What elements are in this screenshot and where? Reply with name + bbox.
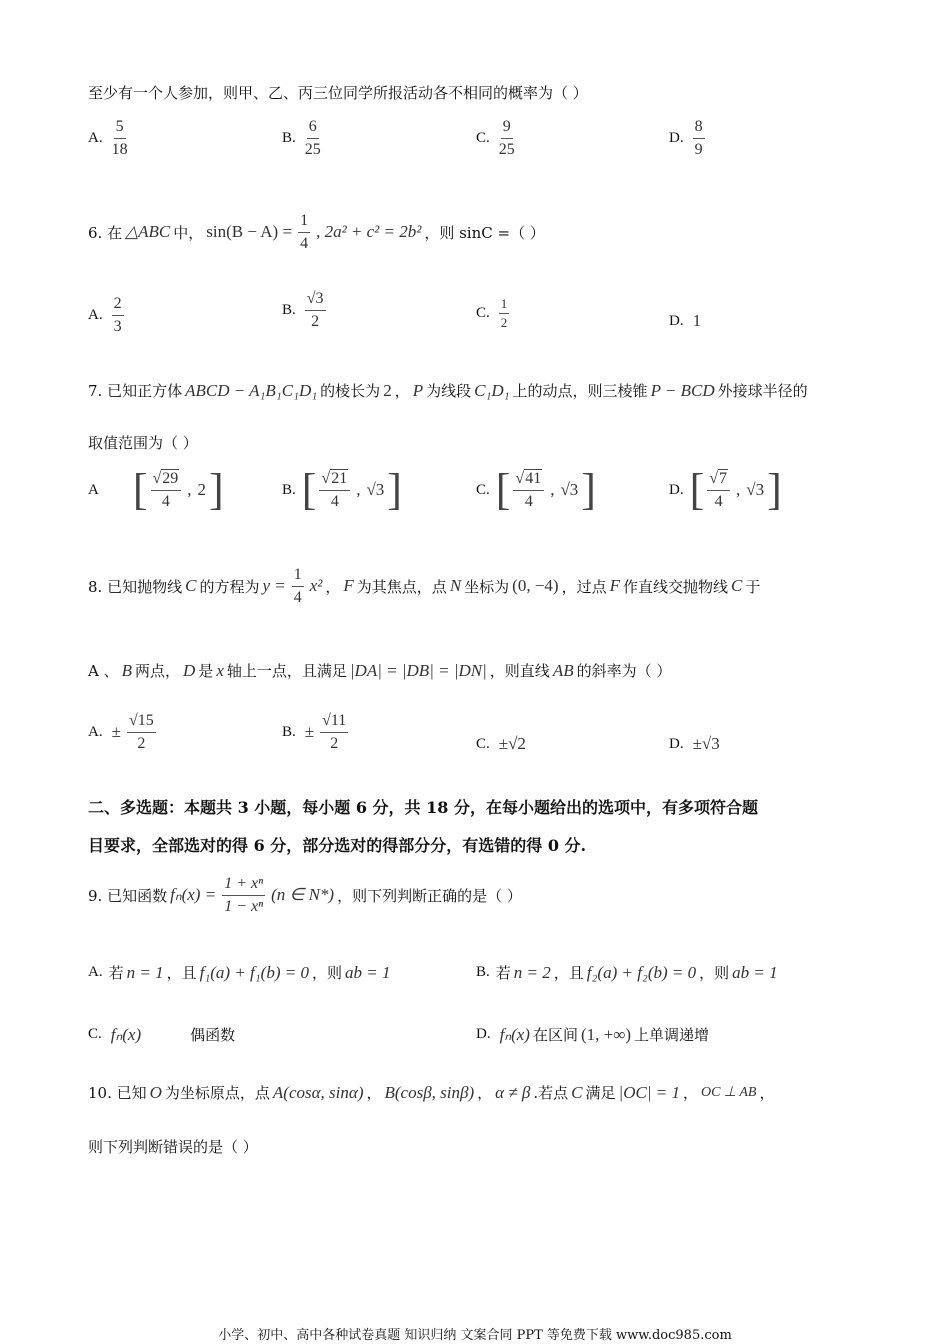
option-label: B. bbox=[282, 723, 296, 740]
text: 上的动点，则三棱锥 bbox=[512, 382, 648, 400]
q8-option-a bbox=[88, 712, 159, 752]
math: C bbox=[731, 576, 743, 596]
option-label: B. bbox=[282, 301, 296, 318]
text: 上单调递增 bbox=[634, 1026, 710, 1044]
denominator: 3 bbox=[113, 317, 122, 335]
option-label: C. bbox=[476, 735, 490, 752]
q10-stem-line2 bbox=[88, 1136, 258, 1157]
numerator: 5 bbox=[114, 118, 126, 139]
q6-option-a bbox=[88, 295, 127, 335]
fraction bbox=[499, 297, 510, 331]
q6-number: 6. 在 bbox=[88, 223, 123, 242]
denominator: 9 bbox=[694, 140, 703, 158]
denominator: 4 bbox=[161, 492, 170, 510]
text: 取值范围为（ ） bbox=[88, 434, 198, 452]
math: C bbox=[185, 576, 197, 596]
fraction: $\frac{√21}{4}$ bbox=[319, 470, 350, 510]
math: (0, −4) bbox=[512, 576, 559, 596]
radicand: 7 bbox=[719, 469, 728, 487]
fraction: $\frac{√7}{4}$ bbox=[707, 470, 730, 510]
text: 外接球半径的 bbox=[717, 382, 808, 400]
q7-option-c: C. [ $\frac{√41}{4}$ , √3 ] bbox=[476, 465, 596, 514]
denominator: 4 bbox=[293, 588, 302, 606]
text: .若点 bbox=[533, 1084, 569, 1102]
numerator: 9 bbox=[501, 118, 513, 139]
q10-stem bbox=[88, 1082, 775, 1103]
option-label: D. bbox=[669, 312, 684, 329]
q6-option-c bbox=[476, 297, 512, 331]
q6-option-d bbox=[669, 311, 704, 331]
q9-number: 9. 已知函数 bbox=[88, 886, 168, 905]
right-bracket: ] bbox=[581, 465, 596, 514]
math: A(cosα, sinα) bbox=[272, 1082, 364, 1102]
text: ，过点 bbox=[561, 577, 607, 596]
q8-option-b bbox=[282, 712, 351, 752]
text: ， bbox=[394, 382, 410, 400]
denominator: 2 bbox=[311, 312, 320, 330]
numerator: 1 bbox=[298, 212, 310, 233]
q5-option-d bbox=[669, 118, 708, 158]
q6-option-b bbox=[282, 290, 329, 330]
fraction: $\frac{√41}{4}$ bbox=[513, 470, 544, 510]
math: n = 1 bbox=[126, 962, 164, 982]
q9-option-d bbox=[476, 1024, 709, 1045]
math: fₙ(x) = bbox=[170, 885, 217, 905]
fraction bbox=[112, 118, 128, 158]
text: 中， bbox=[173, 223, 204, 242]
math: F bbox=[343, 576, 354, 596]
text: 是 bbox=[198, 662, 214, 680]
text: ， bbox=[366, 1084, 382, 1102]
fraction: $\frac{√29}{4}$ bbox=[151, 470, 182, 510]
q9-option-c bbox=[88, 1024, 235, 1045]
q7-stem bbox=[88, 380, 808, 401]
numerator: 6 bbox=[307, 118, 319, 139]
math: △ABC bbox=[125, 222, 171, 242]
option-label: A. bbox=[88, 723, 103, 740]
math: N bbox=[449, 576, 462, 596]
q5-stem-text: 至少有一个人参加，则甲、乙、丙三位同学所报活动各不相同的概率为（ ） bbox=[88, 84, 588, 102]
radicand: 41 bbox=[525, 469, 542, 487]
q7-option-a: A [ $\frac{√29}{4}$ , 2 ] bbox=[88, 465, 224, 514]
text: ，且 bbox=[166, 964, 197, 982]
math: B bbox=[121, 660, 132, 680]
fraction bbox=[298, 212, 310, 252]
math: sin(B − A) = bbox=[206, 222, 293, 242]
q9-stem bbox=[88, 875, 522, 915]
radicand: 29 bbox=[162, 469, 179, 487]
numerator: √3 bbox=[305, 290, 326, 311]
math: |DA| = |DB| = |DN| bbox=[349, 660, 487, 680]
text: 若 bbox=[108, 964, 124, 982]
option-label: C. bbox=[476, 305, 490, 322]
left-bracket: [ bbox=[689, 465, 705, 514]
text: 坐标为 bbox=[464, 577, 510, 596]
q7-number: 7. 已知正方体 bbox=[88, 382, 183, 400]
numerator: √15 bbox=[127, 712, 156, 733]
math: |OC| = 1 bbox=[618, 1082, 680, 1102]
section-heading-2 bbox=[88, 833, 586, 856]
math: ± bbox=[304, 722, 315, 742]
option-label: A bbox=[88, 481, 99, 498]
text: ，则直线 bbox=[489, 662, 550, 680]
upper-bound: √3 bbox=[560, 480, 579, 499]
fraction bbox=[499, 118, 515, 158]
math: F bbox=[609, 576, 620, 596]
denominator: 25 bbox=[304, 140, 321, 158]
q5-option-a bbox=[88, 118, 131, 158]
math: x bbox=[216, 660, 224, 680]
math: ABCD − A₁B₁C₁D₁ bbox=[185, 380, 318, 400]
numerator: 8 bbox=[693, 118, 705, 139]
fraction bbox=[222, 875, 265, 915]
left-bracket: [ bbox=[132, 465, 148, 514]
text: ，则 bbox=[311, 964, 342, 982]
q8-stem bbox=[88, 566, 760, 606]
math: C₁D₁ bbox=[474, 380, 510, 400]
text: 为其焦点，点 bbox=[356, 577, 447, 596]
denominator: 1 − xⁿ bbox=[224, 897, 264, 915]
text: 为坐标原点，点 bbox=[164, 1084, 270, 1102]
q5-stem bbox=[88, 82, 588, 103]
upper-bound: 2 bbox=[197, 480, 207, 499]
fraction bbox=[292, 566, 304, 606]
math: f₂(a) + f₂(b) = 0 bbox=[586, 962, 697, 982]
option-value: ±√2 bbox=[498, 734, 526, 753]
q5-option-c bbox=[476, 118, 518, 158]
q5-option-b bbox=[282, 118, 324, 158]
math: ab = 1 bbox=[344, 962, 391, 982]
math: y = bbox=[262, 576, 286, 596]
text: ，且 bbox=[553, 964, 584, 982]
text: 的斜率为（ ） bbox=[576, 662, 672, 680]
upper-bound: √3 bbox=[746, 480, 765, 499]
section-heading bbox=[88, 795, 758, 818]
option-label: C. bbox=[88, 1026, 102, 1042]
math: (n ∈ N*) bbox=[271, 885, 335, 905]
text: 于 bbox=[745, 577, 761, 596]
right-bracket: ] bbox=[387, 465, 402, 514]
q7-option-d: D. [ $\frac{√7}{4}$ , √3 ] bbox=[669, 465, 782, 514]
math: 2 bbox=[383, 380, 392, 400]
math: D bbox=[183, 660, 196, 680]
q6-stem bbox=[88, 212, 545, 252]
section-heading-line1: 二、多选题：本题共 3 小题，每小题 6 分，共 18 分，在每小题给出的选项中，有多项符合题 bbox=[88, 798, 758, 817]
text: 则下列判断错误的是（ ） bbox=[88, 1138, 258, 1156]
numerator: 1 + xⁿ bbox=[222, 875, 265, 896]
math: α ≠ β bbox=[495, 1082, 531, 1102]
page-footer: 小学、初中、高中各种试卷真题 知识归纳 文案合同 PPT 等免费下载 www.doc985.com bbox=[218, 1328, 732, 1343]
option-label: B. bbox=[476, 964, 490, 980]
numerator: 2 bbox=[112, 295, 124, 316]
text: 轴上一点，且满足 bbox=[226, 662, 347, 680]
text: ， bbox=[682, 1084, 698, 1102]
option-label: D. bbox=[476, 1026, 491, 1042]
option-label: C. bbox=[476, 129, 490, 146]
text: 满足 bbox=[585, 1084, 616, 1102]
fraction bbox=[320, 712, 348, 752]
q8-number: 8. 已知抛物线 bbox=[88, 577, 183, 596]
option-value: 1 bbox=[692, 311, 702, 330]
denominator: 4 bbox=[300, 234, 309, 252]
text: 偶函数 bbox=[190, 1026, 236, 1044]
q10-number: 10. 已知 bbox=[88, 1084, 147, 1102]
math: fₙ(x) bbox=[110, 1024, 142, 1044]
right-bracket: ] bbox=[767, 465, 782, 514]
denominator: 4 bbox=[330, 492, 339, 510]
denominator: 2 bbox=[500, 315, 508, 331]
denominator: 18 bbox=[111, 140, 128, 158]
math: B(cosβ, sinβ) bbox=[384, 1082, 475, 1102]
option-value: ±√3 bbox=[692, 734, 720, 753]
option-label: D. bbox=[669, 129, 684, 146]
option-label: B. bbox=[282, 481, 296, 498]
numerator: 1 bbox=[292, 566, 304, 587]
q7-stem-line2 bbox=[88, 432, 198, 453]
denominator: 2 bbox=[137, 734, 146, 752]
text: 在区间 bbox=[532, 1026, 578, 1044]
section-heading-line2: 目要求，全部选对的得 6 分，部分选对的得部分分，有选错的得 0 分. bbox=[88, 836, 587, 855]
fraction bbox=[305, 118, 321, 158]
option-label: D. bbox=[669, 735, 684, 752]
numerator: √11 bbox=[320, 712, 348, 733]
option-label: B. bbox=[282, 129, 296, 146]
math: O bbox=[149, 1082, 162, 1102]
q8-stem-line2 bbox=[88, 660, 671, 681]
math: C bbox=[571, 1082, 583, 1102]
math: AB bbox=[552, 660, 574, 680]
text: 作直线交抛物线 bbox=[623, 577, 729, 596]
option-label: D. bbox=[669, 481, 684, 498]
text: ， bbox=[325, 577, 341, 596]
text: A 、 bbox=[88, 662, 119, 680]
text: ，则 sinC =（ ） bbox=[424, 223, 545, 242]
math: fₙ(x) bbox=[499, 1024, 530, 1044]
q8-option-d bbox=[669, 734, 723, 754]
numerator: 1 bbox=[499, 297, 510, 314]
fraction bbox=[693, 118, 705, 158]
denominator: 4 bbox=[524, 492, 533, 510]
q9-option-a bbox=[88, 962, 393, 983]
left-bracket: [ bbox=[495, 465, 511, 514]
left-bracket: [ bbox=[301, 465, 317, 514]
text: 两点， bbox=[135, 662, 181, 680]
math: OC ⊥ AB bbox=[700, 1085, 757, 1100]
q9-option-b bbox=[476, 962, 781, 983]
text: 为线段 bbox=[426, 382, 472, 400]
text: ， bbox=[477, 1084, 493, 1102]
fraction bbox=[305, 290, 326, 330]
text: 的方程为 bbox=[199, 577, 260, 596]
denominator: 2 bbox=[330, 734, 339, 752]
option-label: A. bbox=[88, 306, 103, 323]
text: ，则 bbox=[699, 964, 730, 982]
right-bracket: ] bbox=[209, 465, 224, 514]
option-label: A. bbox=[88, 964, 103, 980]
math: ± bbox=[111, 722, 121, 742]
math: P − BCD bbox=[650, 380, 715, 400]
math: n = 2 bbox=[513, 962, 551, 982]
math: (1, +∞) bbox=[580, 1024, 632, 1044]
radicand: 21 bbox=[331, 469, 348, 487]
option-label: C. bbox=[476, 481, 490, 498]
math: P bbox=[412, 380, 424, 400]
q7-option-b: B. [ $\frac{√21}{4}$ , √3 ] bbox=[282, 465, 402, 514]
math: , 2a² + c² = 2b² bbox=[316, 222, 422, 242]
math: ab = 1 bbox=[732, 962, 778, 982]
option-label: A. bbox=[88, 129, 103, 146]
fraction bbox=[112, 295, 124, 335]
text: 若 bbox=[495, 964, 511, 982]
math: x² bbox=[309, 576, 323, 596]
text: 的棱长为 bbox=[320, 382, 381, 400]
denominator: 25 bbox=[498, 140, 515, 158]
fraction bbox=[127, 712, 156, 752]
upper-bound: √3 bbox=[366, 480, 385, 499]
text: ， bbox=[759, 1084, 775, 1102]
text: ，则下列判断正确的是（ ） bbox=[337, 886, 522, 905]
math: f₁(a) + f₁(b) = 0 bbox=[199, 962, 309, 982]
q8-option-c bbox=[476, 734, 529, 754]
denominator: 4 bbox=[714, 492, 723, 510]
